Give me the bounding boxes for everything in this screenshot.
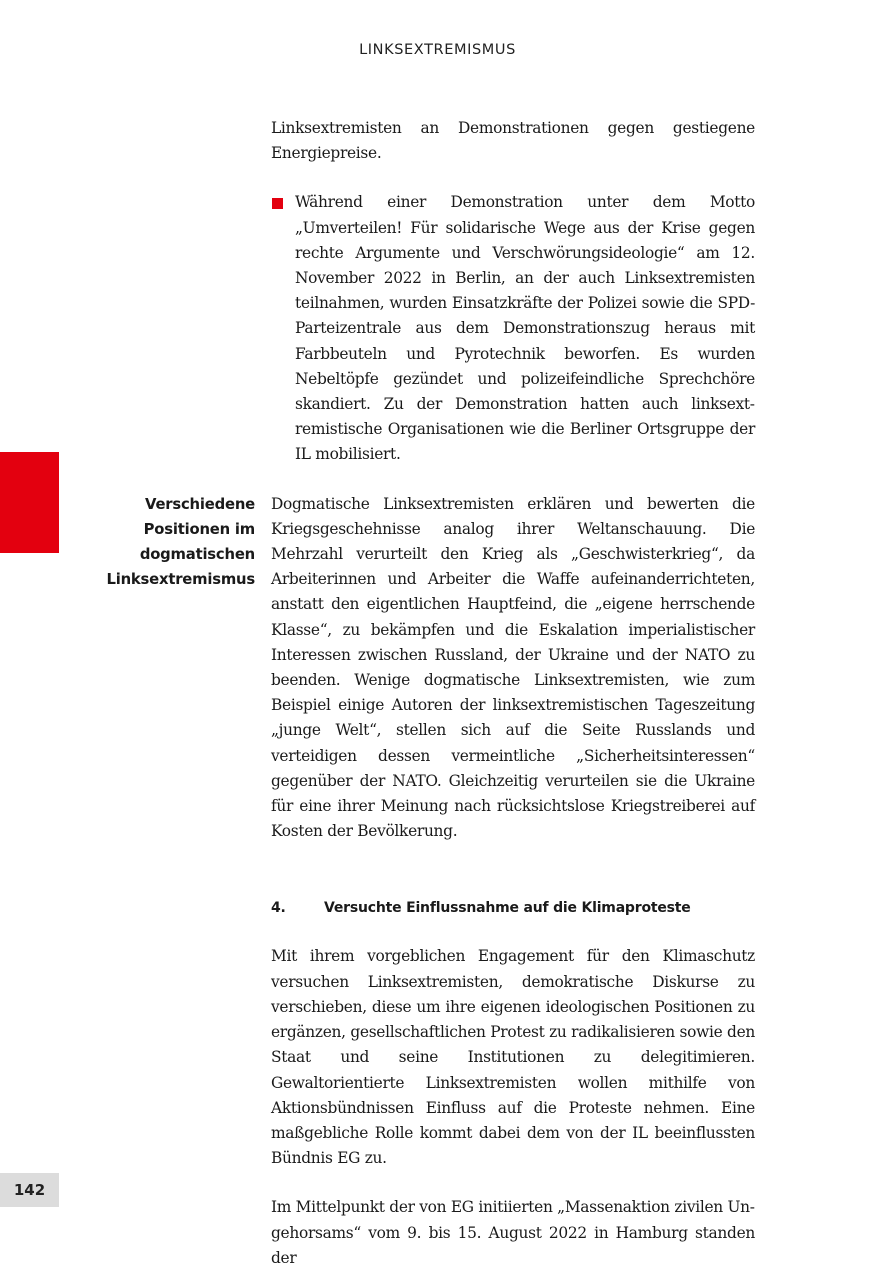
dogmatic-paragraph: Dogmatische Linksextremisten erklären und bewerten die Kriegsgeschehnisse analog ihrer Weltanschauung. Die Mehrzahl verurteilt den Krieg als „Geschwisterkrieg“, da Arbeiterinnen und Arbeiter die Waffe aufeinanderrichteten, anstatt den eigentlichen Hauptfeind, die „eigene herrschende Klasse“, zu bekämpfen und die Eskalation imperialistischer Interessen zwischen Russland, der Ukraine und der NATO zu beenden. Wenige dogmatische Linksextremisten, wie zum Beispiel einige Autoren der linksextremistischen Tageszeitung „junge Welt“, stellen sich auf die Seite Russlands und verteidigen dessen vermeintliche „Sicherheitsinteressen“ gegenüber der NATO. Gleichzeitig verurteilen sie die Ukraine für eine ihrer Meinung nach rücksichtslose Kriegstreiberei auf Kosten der Bevölkerung. (271, 494, 755, 841)
dogmatic-section (106, 492, 755, 845)
intro-paragraph: Linksextremisten an Demonstrationen gegen gestiegene Energiepreise. (271, 119, 755, 163)
list-item (271, 190, 755, 467)
red-square-bullet-icon (272, 198, 283, 209)
section-number: 4. (271, 900, 286, 917)
body-text-column (106, 116, 755, 1271)
bullet-text: Während einer Demonstration unter dem Motto „Umverteilen! Für solidarische Wege aus der Krise gegen rechte Argumente und Verschwörungsideologie“ am 12. November 2022 in Berlin, an der auch Linksextremisten teilnahmen, wurden Einsatzkräfte der Polizei sowie die SPD-Parteizentrale aus dem Demonstrationszug heraus mit Farbbeuteln und Pyrotechnik beworfen. Es wurden Nebeltöpfe gezündet und polizeifeindliche Sprechchöre skandiert. Zu der Demonstration hatten auch linksextremistische Organisationen wie die Berliner Ortsgruppe der IL mobilisiert. (295, 193, 755, 464)
climate-paragraph: Mit ihrem vorgeblichen Engagement für den Klimaschutz versuchen Linksextremisten, demokratische Diskurse zu verschieben, diese um ihre eigenen ideologischen Positionen zu ergänzen, gesellschaftlichen Protest zu radikalisieren sowie den Staat und seine Institutionen zu delegitimieren. Gewaltorientierte Linksextremisten wollen mithilfe von Aktionsbündnissen Einfluss auf die Proteste nehmen. Eine maßgebliche Rolle kommt dabei dem von der IL beeinflussten Bündnis EG zu. (271, 947, 755, 1168)
section-heading (271, 896, 755, 920)
section-color-tab (0, 452, 59, 553)
last-paragraph: Im Mittelpunkt der von EG initiierten „Massenaktion zivilen Ungehorsams“ vom 9. bis 15. August 2022 in Hamburg standen der (271, 1198, 755, 1267)
margin-note: Verschiedene Positionen im dogmatischen Linksextremismus (106, 495, 255, 589)
running-header: LINKSEXTREMISMUS (359, 42, 516, 58)
section-title: Versuchte Einflussnahme auf die Klimaproteste (324, 900, 691, 917)
page-number: 142 (0, 1173, 59, 1207)
